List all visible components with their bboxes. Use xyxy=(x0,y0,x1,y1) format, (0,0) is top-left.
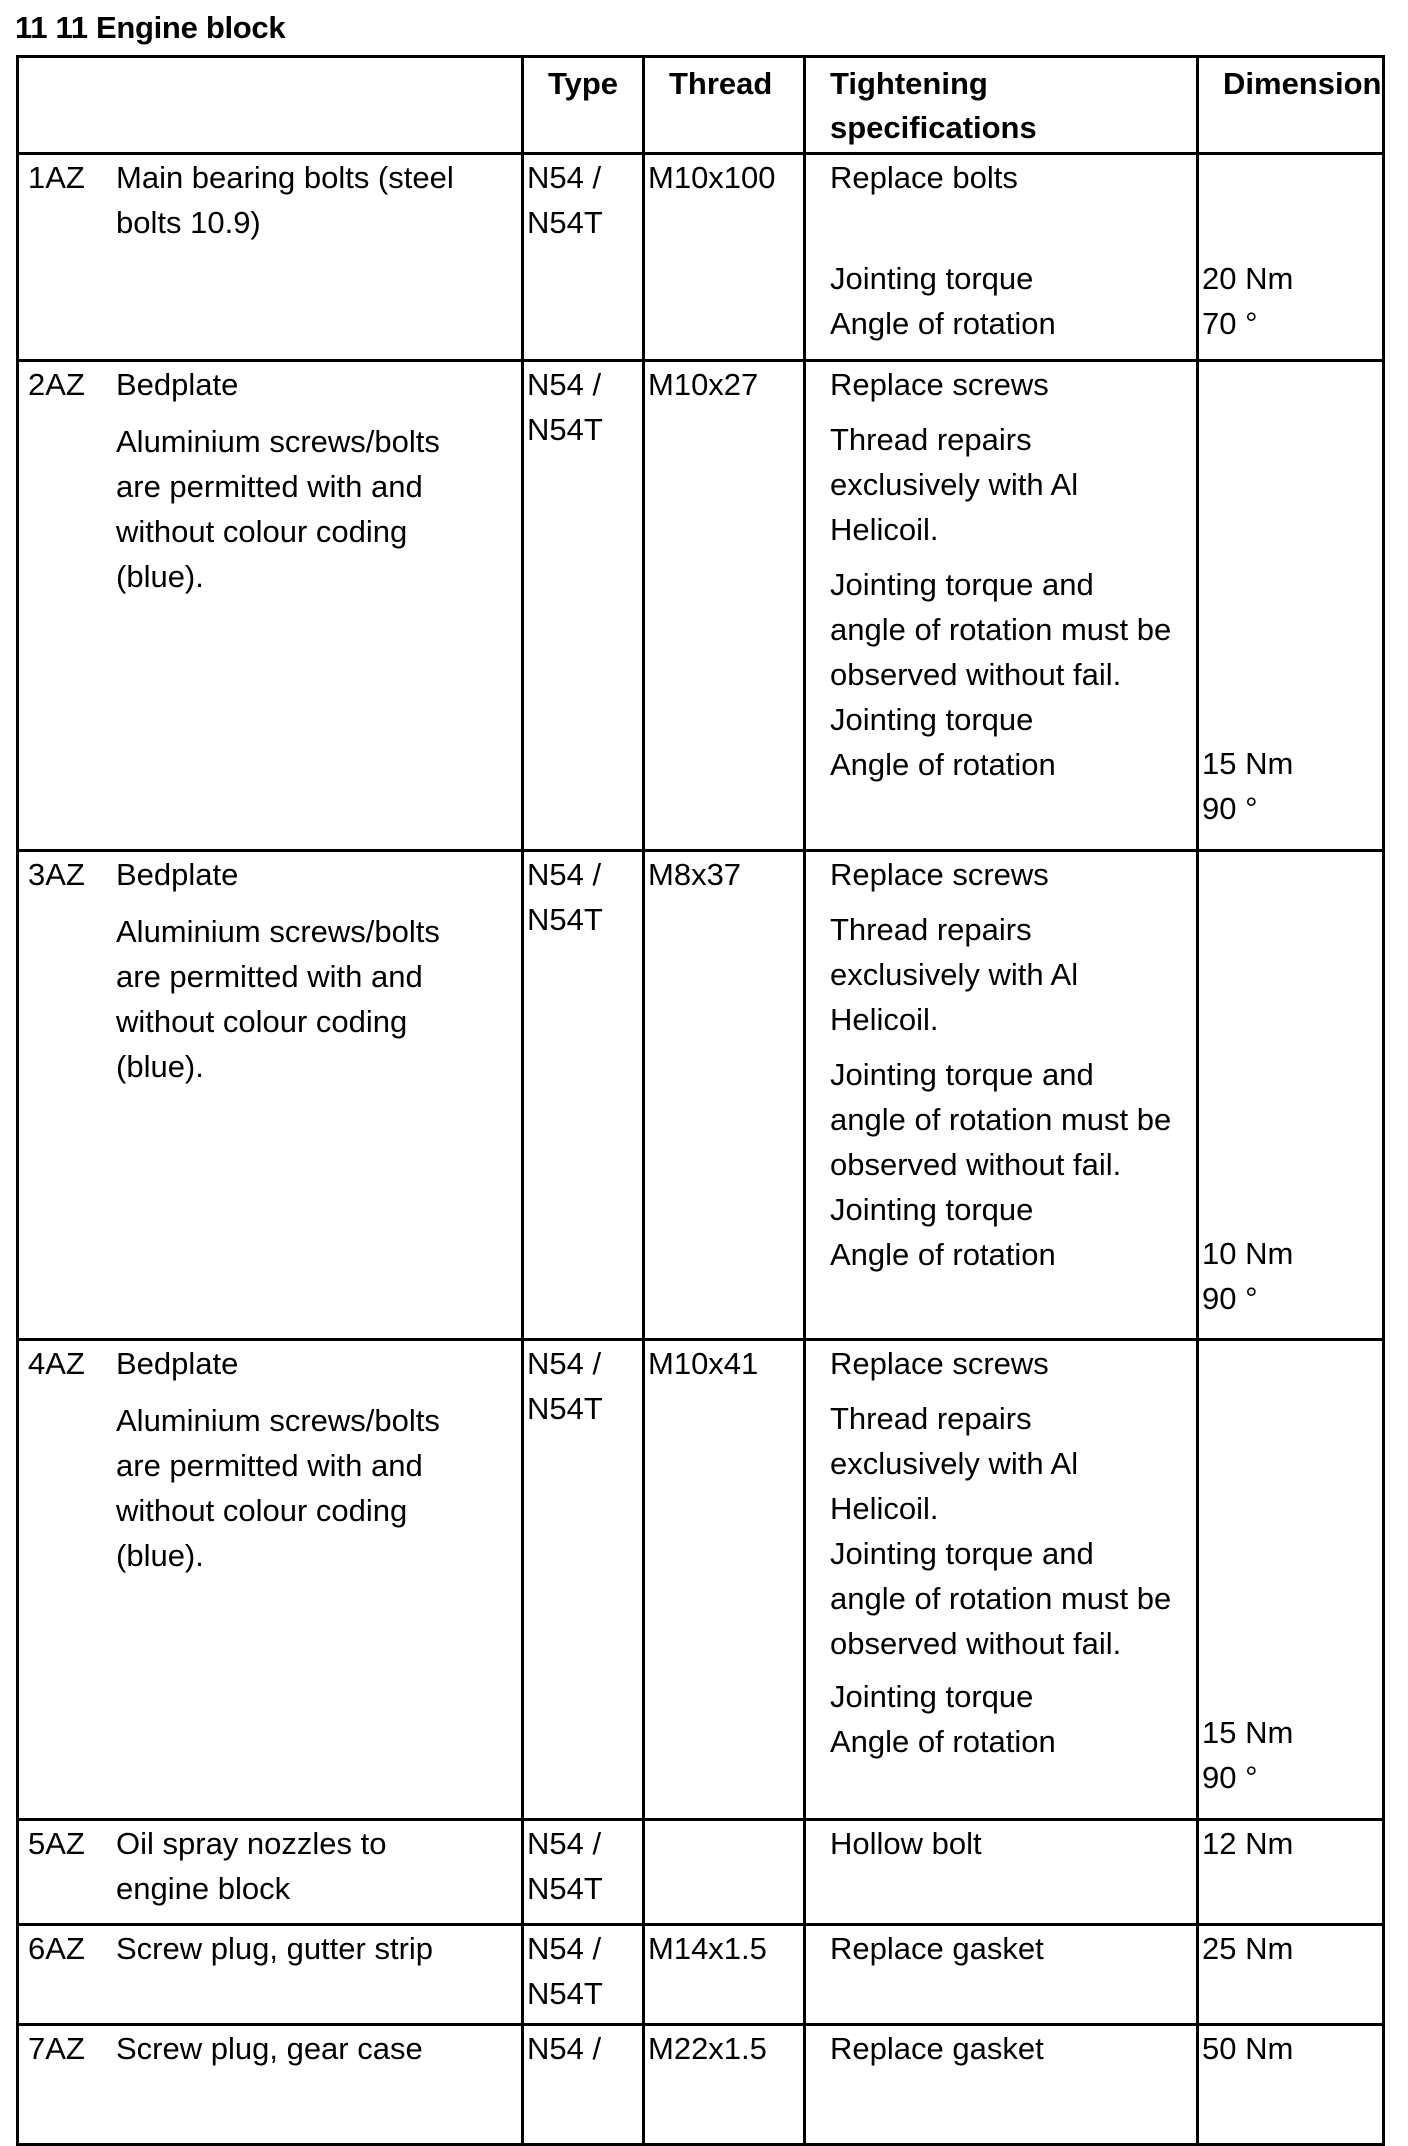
page-title: 11 11 Engine block xyxy=(15,10,286,45)
row-specs: Replace gasket xyxy=(805,1925,1198,2025)
row-id: 6AZ xyxy=(28,1931,85,1966)
header-dimension: Dimension xyxy=(1198,57,1384,154)
row-id: 1AZ xyxy=(28,160,85,195)
row-thread: M10x27 xyxy=(644,361,805,851)
row-specs: Replace screws Thread repairs exclusively with Al Helicoil. Jointing torque and angle of rotation must be observed without fail. Jointing torque Angle of rotation xyxy=(805,1340,1198,1820)
table-row xyxy=(18,1340,1384,1820)
row-name: Oil spray nozzles to engine block xyxy=(116,1826,387,1906)
header-type: Type xyxy=(523,57,644,154)
row-description xyxy=(18,851,523,1340)
row-type: N54 / N54T xyxy=(523,1820,644,1925)
row-description xyxy=(18,2025,523,2145)
row-type: N54 / N54T xyxy=(523,1925,644,2025)
row-name: Bedplate xyxy=(116,367,239,402)
row-dimension: 50 Nm xyxy=(1198,2025,1384,2145)
row-thread: M14x1.5 xyxy=(644,1925,805,2025)
header-description xyxy=(18,57,523,154)
row-specs: Replace gasket xyxy=(805,2025,1198,2145)
row-specs: Replace bolts Jointing torque Angle of rotation xyxy=(805,154,1198,361)
row-type: N54 / N54T xyxy=(523,361,644,851)
row-dimension: 10 Nm 90 ° xyxy=(1198,851,1384,1340)
row-name: Bedplate xyxy=(116,857,239,892)
row-specs: Replace screws Thread repairs exclusively with Al Helicoil. Jointing torque and angle of rotation must be observed without fail. Jointing torque Angle of rotation xyxy=(805,361,1198,851)
row-dimension: 25 Nm xyxy=(1198,1925,1384,2025)
table-row xyxy=(18,361,1384,851)
row-dimension: 15 Nm 90 ° xyxy=(1198,1340,1384,1820)
header-tightening: Tightening specifications xyxy=(805,57,1198,154)
row-dimension: 12 Nm xyxy=(1198,1820,1384,1925)
table-row xyxy=(18,2025,1384,2145)
table-row xyxy=(18,154,1384,361)
row-specs: Replace screws Thread repairs exclusively with Al Helicoil. Jointing torque and angle of rotation must be observed without fail. Jointing torque Angle of rotation xyxy=(805,851,1198,1340)
table-row xyxy=(18,1820,1384,1925)
row-name: Main bearing bolts (steel bolts 10.9) xyxy=(116,160,454,240)
table-row xyxy=(18,851,1384,1340)
table-row xyxy=(18,1925,1384,2025)
row-thread: M10x41 xyxy=(644,1340,805,1820)
row-note: Aluminium screws/bolts are permitted with and without colour coding (blue). xyxy=(116,914,440,1084)
row-type: N54 / N54T xyxy=(523,851,644,1340)
row-specs: Hollow bolt xyxy=(805,1820,1198,1925)
row-thread: M22x1.5 xyxy=(644,2025,805,2145)
row-name: Bedplate xyxy=(116,1346,239,1381)
row-thread: M10x100 xyxy=(644,154,805,361)
row-description xyxy=(18,1820,523,1925)
row-dimension: 20 Nm 70 ° xyxy=(1198,154,1384,361)
row-description xyxy=(18,154,523,361)
row-dimension: 15 Nm 90 ° xyxy=(1198,361,1384,851)
row-name: Screw plug, gutter strip xyxy=(116,1931,434,1966)
row-id: 5AZ xyxy=(28,1826,85,1861)
row-note: Aluminium screws/bolts are permitted with and without colour coding (blue). xyxy=(116,1403,440,1573)
row-id: 7AZ xyxy=(28,2031,85,2066)
row-id: 3AZ xyxy=(28,857,85,892)
row-description xyxy=(18,1340,523,1820)
row-id: 2AZ xyxy=(28,367,85,402)
row-type: N54 / N54T xyxy=(523,154,644,361)
row-id: 4AZ xyxy=(28,1346,85,1381)
row-description xyxy=(18,1925,523,2025)
header-thread: Thread xyxy=(644,57,805,154)
row-type: N54 / xyxy=(523,2025,644,2145)
row-type: N54 / N54T xyxy=(523,1340,644,1820)
row-thread: M8x37 xyxy=(644,851,805,1340)
table-header-row xyxy=(18,57,1384,154)
row-description xyxy=(18,361,523,851)
row-note: Aluminium screws/bolts are permitted with and without colour coding (blue). xyxy=(116,424,440,594)
row-name: Screw plug, gear case xyxy=(116,2031,423,2066)
tightening-table xyxy=(16,55,1385,2146)
row-thread xyxy=(644,1820,805,1925)
